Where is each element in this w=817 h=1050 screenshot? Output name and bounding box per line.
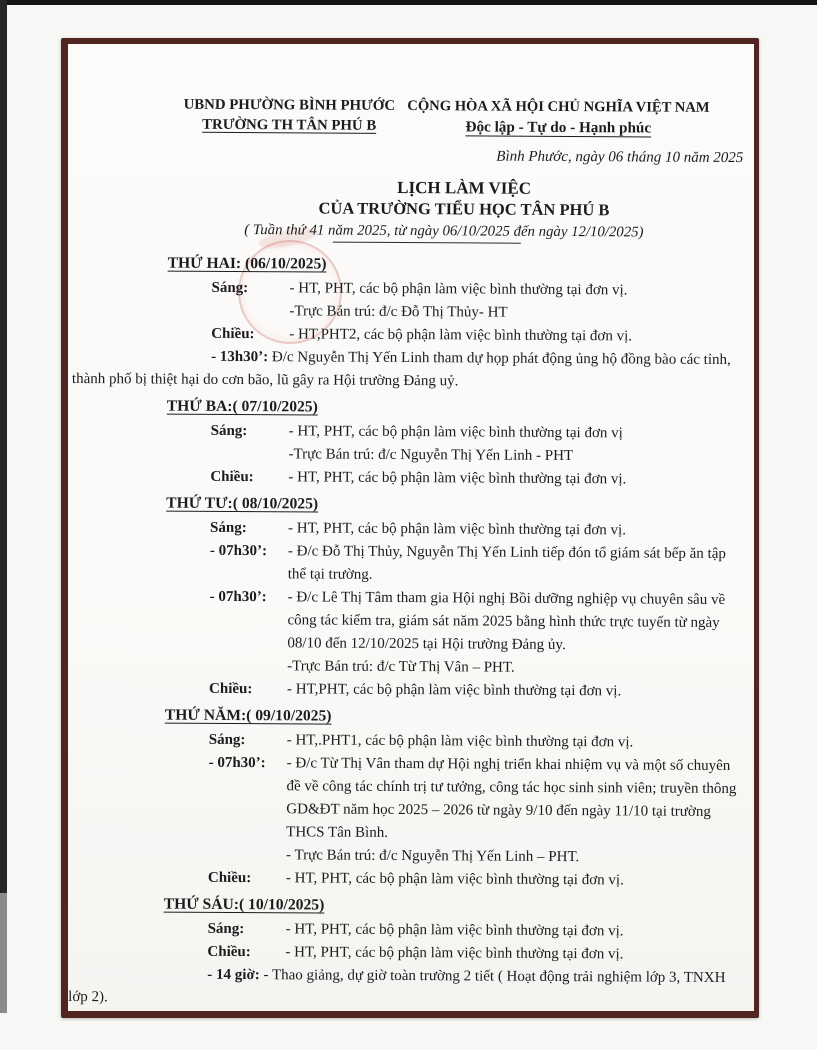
- national-line2: Độc lập - Tự do - Hạnh phúc: [465, 118, 652, 137]
- time-label: - 13h30’:: [211, 348, 269, 366]
- time-label: Sáng:: [208, 731, 246, 749]
- day-rows: [68, 917, 741, 1013]
- time-label: [72, 299, 289, 323]
- subtitle-underline: [333, 242, 521, 244]
- row-text: - HT, PHT, các bộ phận làm việc bình thường tại đơn vị.: [285, 921, 624, 940]
- scan-edge-left-lower: [0, 893, 7, 1013]
- time-label: Sáng:: [210, 422, 248, 440]
- day-section: [68, 892, 741, 1013]
- row-text: - HT, PHT, các bộ phận làm việc bình thường tại đơn vị.: [285, 870, 624, 889]
- day-rows: [71, 419, 743, 492]
- time-label: Chiều:: [209, 680, 253, 698]
- row-text: - Đ/c Lê Thị Tâm tham gia Hội nghị Bồi dưỡng nghiệp vụ chuyên sâu về công tác kiểm tra, giám sát năm 2025 bằng hình thức trực tuyến từ ngày 08/10 đến 12/10/2025 tại Hội trường Đảng ủy.: [287, 589, 726, 654]
- national-motto-block: [407, 96, 710, 140]
- time-label: Sáng:: [207, 920, 245, 938]
- row-text: - Trực Bán trú: đ/c Nguyễn Thị Yến Linh – PHT.: [285, 847, 580, 866]
- row-text: - Đ/c Đỗ Thị Thủy, Nguyễn Thị Yến Linh tiếp đón tổ giám sát bếp ăn tập thể tại trường.: [287, 543, 726, 583]
- time-label: Sáng:: [209, 519, 247, 537]
- document-subtitle: ( Tuần thứ 41 năm 2025, từ ngày 06/10/2025 đến ngày 12/10/2025): [244, 222, 644, 241]
- day-rows: [72, 276, 745, 395]
- time-label: Chiều:: [207, 943, 251, 961]
- row-text: - Đ/c Từ Thị Vân tham dự Hội nghị triển khai nhiệm vụ và một số chuyên đề về công tác chính trị tư tưởng, công tác học sinh sinh viên; truyền thông GD&ĐT năm học 2025 – 2026 từ ngày 9/10 đến ngày 11/10 tại trường THCS Tân Bình.: [286, 755, 737, 841]
- document-content: [68, 44, 746, 1015]
- row-text: -Trực Bán trú: đ/c Nguyễn Thị Yến Linh - PHT: [288, 446, 574, 465]
- time-label: Chiều:: [207, 869, 252, 887]
- row-text: - HT, PHT, các bộ phận làm việc bình thường tại đơn vị.: [285, 944, 624, 963]
- time-label: - 07h30’:: [208, 754, 266, 772]
- national-line1: CỘNG HÒA XÃ HỘI CHỦ NGHĨA VIỆT NAM: [407, 98, 710, 116]
- row-text: -Trực Bán trú: đ/c Từ Thị Vân – PHT.: [287, 658, 515, 676]
- schedule-row: [70, 585, 742, 658]
- schedule-row: [70, 677, 742, 704]
- time-label: - 14 giờ:: [207, 966, 260, 984]
- time-label: [70, 654, 287, 678]
- scan-edge-top: [0, 0, 817, 5]
- schedule-row: [69, 751, 742, 847]
- schedule-row: [71, 539, 743, 589]
- time-label: Chiều:: [211, 325, 255, 343]
- org-line1: UBND PHƯỜNG BÌNH PHƯỚC: [183, 96, 396, 114]
- document-title-line2: CỦA TRƯỜNG TIỂU HỌC TÂN PHÚ B: [318, 198, 610, 220]
- scan-edge-left: [0, 0, 7, 893]
- org-line2: TRƯỜNG TH TÂN PHÚ B: [202, 116, 377, 134]
- scan-backing-frame: [61, 38, 759, 1018]
- schedule-row-hanging: [68, 963, 740, 1013]
- day-section: [71, 394, 744, 492]
- title-block: [73, 175, 745, 245]
- time-label: Chiều:: [210, 468, 254, 486]
- row-text: - Thao giảng, dự giờ toàn trường 2 tiết ( Hoạt động trải nghiệm lớp 3, TNXH lớp 2).: [68, 967, 726, 1006]
- row-text: - HT, PHT, các bộ phận làm việc bình thường tại đơn vị.: [287, 520, 627, 539]
- day-heading: THỨ TƯ:( 08/10/2025): [166, 494, 319, 513]
- time-label: - 07h30’:: [209, 588, 267, 606]
- document-title-line1: LỊCH LÀM VIỆC: [397, 177, 532, 198]
- paper-sheet: [68, 44, 754, 1011]
- row-text: - HT,PHT, các bộ phận làm việc bình thường tại đơn vị.: [287, 681, 622, 700]
- schedule-row: [71, 465, 743, 492]
- time-label: [71, 442, 288, 466]
- day-section: [72, 251, 745, 395]
- row-text: - HT, PHT, các bộ phận làm việc bình thường tại đơn vị.: [288, 469, 627, 488]
- day-heading: THỨ BA:( 07/10/2025): [166, 397, 318, 416]
- issuing-org-block: [183, 95, 395, 136]
- day-rows: [70, 516, 743, 704]
- time-label: - 07h30’:: [209, 542, 268, 560]
- row-text: Đ/c Nguyễn Thị Yến Linh tham dự họp phát động ủng hộ đồng bào các tỉnh, thành phố bị thiệt hại do cơn bão, lũ gây ra Hội trường Đảng uỷ.: [71, 349, 731, 390]
- weekly-schedule: [68, 251, 745, 1013]
- day-rows: [69, 728, 742, 893]
- day-section: [70, 491, 743, 704]
- row-text: - HT, PHT, các bộ phận làm việc bình thường tại đơn vị: [288, 423, 623, 442]
- row-text: - HT, PHT, các bộ phận làm việc bình thường tại đơn vị.: [289, 280, 628, 299]
- schedule-row: [69, 866, 741, 893]
- day-heading: THỨ NĂM:( 09/10/2025): [164, 706, 332, 725]
- row-text: - HT,PHT2, các bộ phận làm việc bình thường tại đơn vị.: [289, 326, 633, 345]
- day-heading: THỨ HAI: (06/10/2025): [167, 254, 327, 273]
- row-text: -Trực Bán trú: đ/c Đỗ Thị Thủy- HT: [289, 303, 508, 321]
- time-label: [69, 843, 286, 867]
- day-heading: THỨ SÁU:( 10/10/2025): [163, 895, 325, 914]
- row-text: - HT,.PHT1, các bộ phận làm việc bình thường tại đơn vị.: [286, 732, 634, 751]
- document-header: [73, 94, 745, 140]
- day-section: [69, 703, 742, 893]
- schedule-row-hanging: [72, 345, 744, 395]
- dateline: Bình Phước, ngày 06 tháng 10 năm 2025: [496, 148, 744, 167]
- time-label: Sáng:: [211, 279, 249, 297]
